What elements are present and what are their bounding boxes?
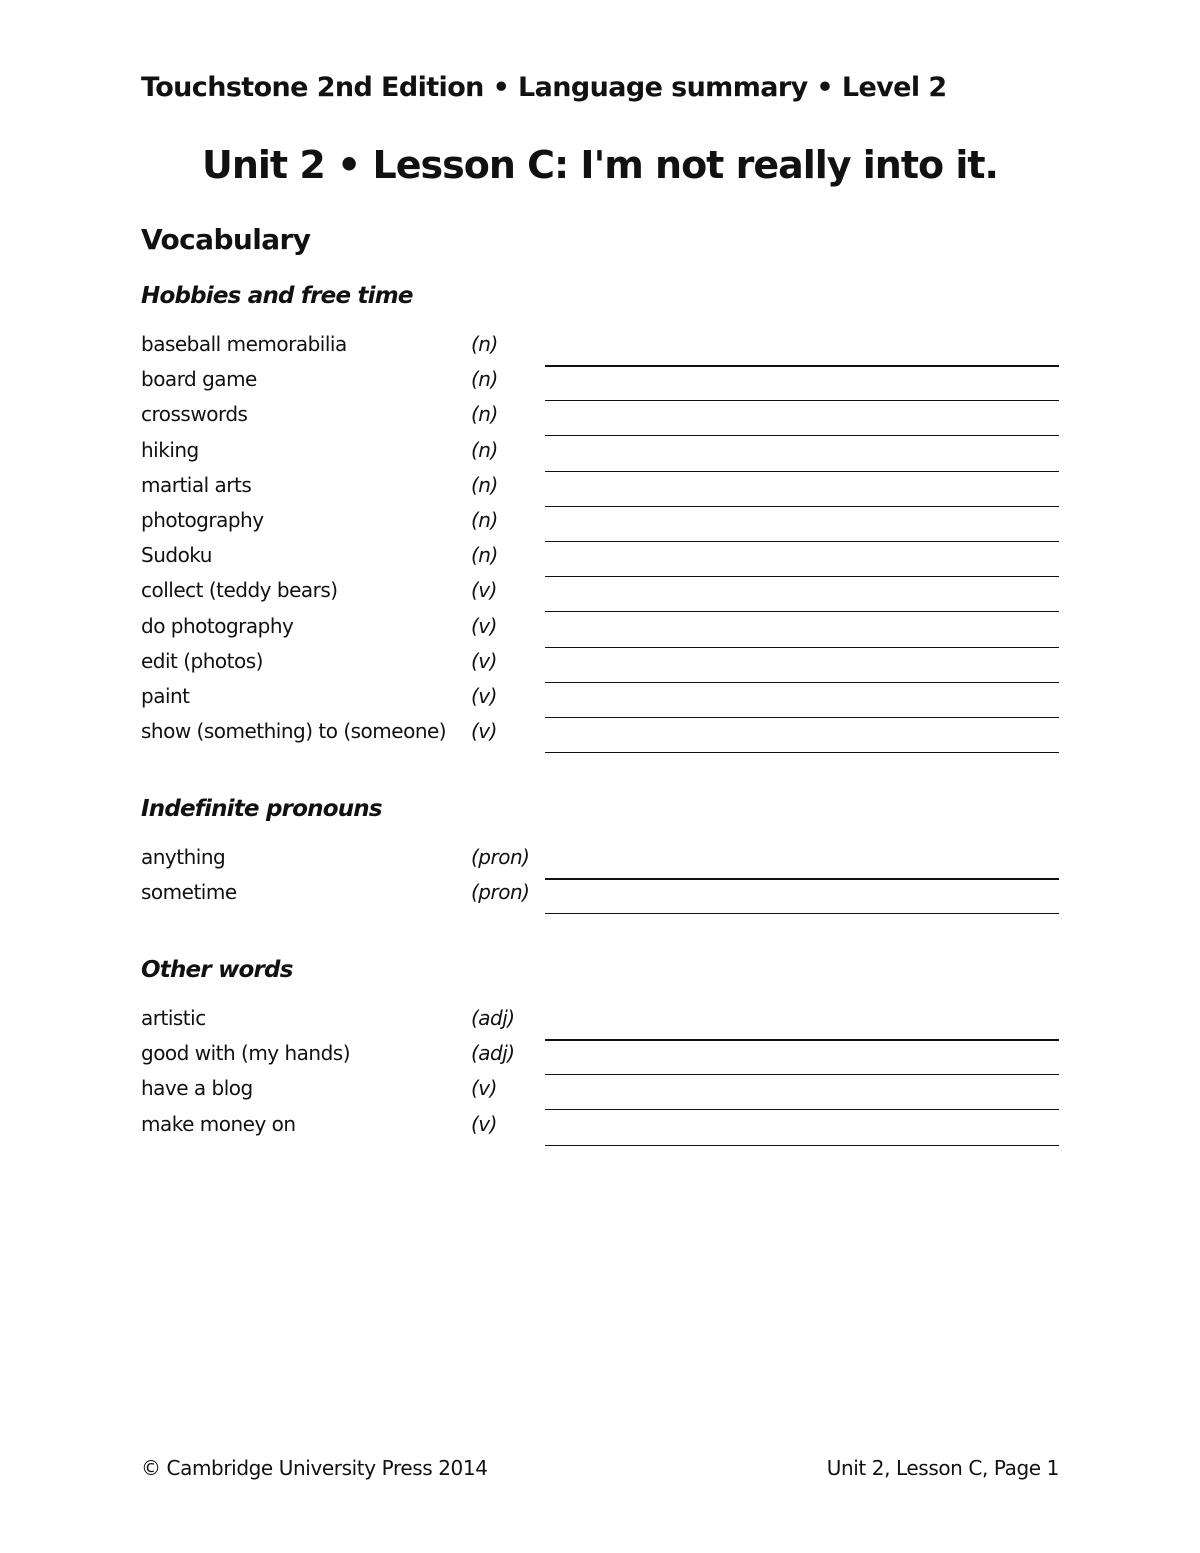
vocab-term: anything xyxy=(141,845,226,869)
vocab-row xyxy=(141,1006,1059,1041)
page-header: Touchstone 2nd Edition • Language summary • Level 2 xyxy=(141,72,947,103)
answer-line xyxy=(545,611,1059,612)
part-of-speech: (n) xyxy=(471,507,498,532)
answer-line xyxy=(545,1074,1059,1075)
vocab-term: edit (photos) xyxy=(141,648,263,673)
answer-line xyxy=(545,913,1059,914)
part-of-speech: (v) xyxy=(471,719,497,744)
vocab-term: have a blog xyxy=(141,1076,253,1101)
answer-line xyxy=(545,717,1059,718)
answer-line xyxy=(545,576,1059,577)
word-list-hobbies xyxy=(141,332,1059,754)
vocab-row xyxy=(141,719,1059,754)
part-of-speech: (n) xyxy=(471,543,498,568)
part-of-speech: (v) xyxy=(471,648,497,673)
answer-line xyxy=(545,400,1059,401)
lesson-title: Unit 2 • Lesson C: I'm not really into it. xyxy=(201,143,998,187)
vocab-row xyxy=(141,473,1059,508)
vocab-term: make money on xyxy=(141,1111,296,1136)
vocab-row xyxy=(141,1041,1059,1076)
vocab-term: hiking xyxy=(141,437,199,462)
vocab-row xyxy=(141,402,1059,437)
vocab-term: collect (teddy bears) xyxy=(141,578,338,603)
vocab-term: good with (my hands) xyxy=(141,1041,351,1066)
answer-line xyxy=(545,752,1059,753)
part-of-speech: (adj) xyxy=(471,1041,515,1066)
part-of-speech: (v) xyxy=(471,1076,497,1101)
vocab-term: show (something) to (someone) xyxy=(141,719,447,744)
answer-line xyxy=(545,682,1059,683)
part-of-speech: (v) xyxy=(471,578,497,603)
part-of-speech: (v) xyxy=(471,683,497,708)
vocab-row xyxy=(141,543,1059,578)
vocab-row xyxy=(141,1112,1059,1147)
group-heading-other-words: Other words xyxy=(141,957,293,983)
vocab-term: crosswords xyxy=(141,402,248,427)
vocab-row xyxy=(141,649,1059,684)
vocab-term: sometime xyxy=(141,880,237,905)
vocab-term: do photography xyxy=(141,613,294,638)
part-of-speech: (pron) xyxy=(471,880,530,905)
footer-copyright: © Cambridge University Press 2014 xyxy=(141,1456,488,1480)
vocab-row xyxy=(141,332,1059,367)
answer-line xyxy=(545,471,1059,472)
part-of-speech: (n) xyxy=(471,367,498,392)
vocab-term: baseball memorabilia xyxy=(141,332,347,356)
vocab-term: Sudoku xyxy=(141,543,212,568)
vocab-term: paint xyxy=(141,683,190,708)
vocab-row xyxy=(141,578,1059,613)
answer-line xyxy=(545,435,1059,436)
part-of-speech: (n) xyxy=(471,402,498,427)
vocab-term: photography xyxy=(141,507,264,532)
part-of-speech: (n) xyxy=(471,332,498,356)
part-of-speech: (adj) xyxy=(471,1006,515,1030)
part-of-speech: (v) xyxy=(471,1111,497,1136)
part-of-speech: (n) xyxy=(471,437,498,462)
vocab-row xyxy=(141,438,1059,473)
vocab-term: board game xyxy=(141,367,257,392)
vocab-term: artistic xyxy=(141,1006,206,1030)
part-of-speech: (n) xyxy=(471,472,498,497)
group-heading-hobbies: Hobbies and free time xyxy=(141,283,413,309)
section-heading-vocabulary: Vocabulary xyxy=(141,223,311,256)
word-list-other-words xyxy=(141,1006,1059,1147)
part-of-speech: (pron) xyxy=(471,845,530,869)
answer-line xyxy=(545,506,1059,507)
answer-line xyxy=(545,541,1059,542)
part-of-speech: (v) xyxy=(471,613,497,638)
answer-line xyxy=(545,1109,1059,1110)
vocab-row xyxy=(141,880,1059,915)
vocab-term: martial arts xyxy=(141,472,252,497)
vocab-row xyxy=(141,684,1059,719)
vocab-row xyxy=(141,1076,1059,1111)
vocab-row xyxy=(141,614,1059,649)
answer-line xyxy=(545,1145,1059,1146)
footer-page-label: Unit 2, Lesson C, Page 1 xyxy=(826,1456,1059,1480)
word-list-indefinite-pronouns xyxy=(141,845,1059,915)
group-heading-indefinite-pronouns: Indefinite pronouns xyxy=(141,796,382,822)
vocab-row xyxy=(141,845,1059,880)
vocab-row xyxy=(141,508,1059,543)
answer-line xyxy=(545,647,1059,648)
vocab-row xyxy=(141,367,1059,402)
